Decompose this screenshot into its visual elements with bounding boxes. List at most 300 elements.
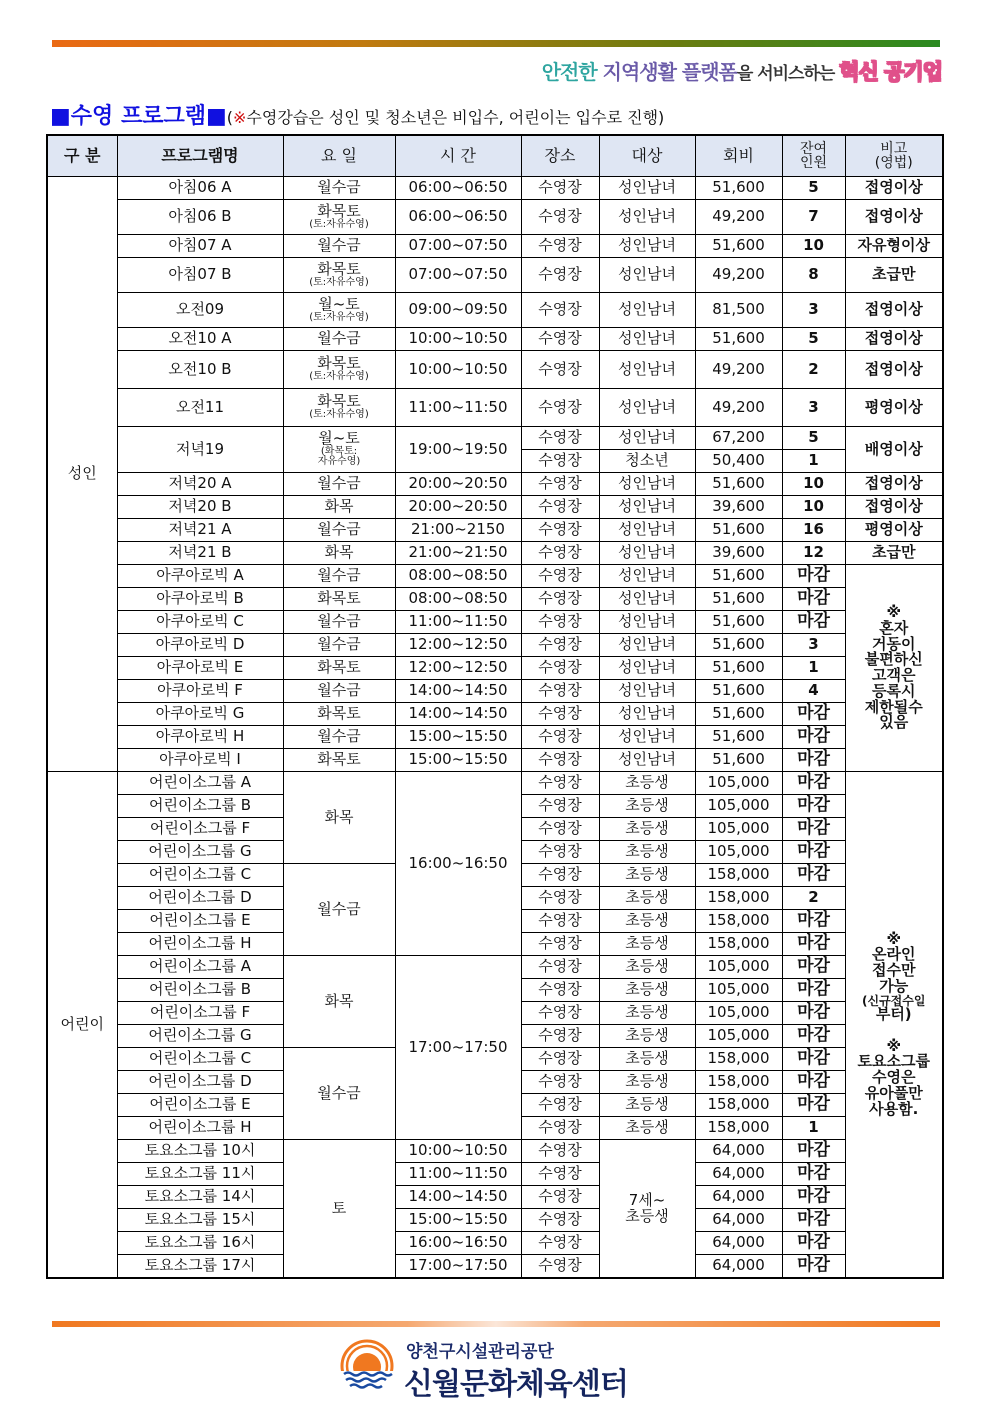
target: 초등생 <box>599 795 695 818</box>
place: 수영장 <box>521 657 599 680</box>
program-name: 오전09 <box>117 293 283 328</box>
days-sub: (화목토: <box>320 445 358 457</box>
table-row <box>47 680 943 703</box>
place: 수영장 <box>521 1163 599 1186</box>
time: 10:00~10:50 <box>395 1140 521 1163</box>
program-name: 아침07 B <box>117 258 283 293</box>
table-row <box>47 328 943 351</box>
col-remaining-l1: 잔여 <box>799 141 828 157</box>
fee: 105,000 <box>695 841 782 864</box>
time: 08:00~08:50 <box>395 565 521 588</box>
program-name: 어린이소그룹 B <box>117 979 283 1002</box>
time: 11:00~11:50 <box>395 1163 521 1186</box>
target: 청소년 <box>599 450 695 473</box>
days-main: 화목토 <box>317 392 361 411</box>
fee: 64,000 <box>695 1255 782 1279</box>
target: 성인남녀 <box>599 293 695 328</box>
days: 화목토 <box>283 657 395 680</box>
days: 화목 <box>283 772 395 864</box>
program-name: 어린이소그룹 D <box>117 887 283 910</box>
note-line: 사용함. <box>869 1099 919 1118</box>
fee: 158,000 <box>695 864 782 887</box>
stroke-note: 접영이상 <box>845 177 943 200</box>
fee: 49,200 <box>695 351 782 389</box>
place: 수영장 <box>521 749 599 772</box>
days-sub: (토:자유수영) <box>309 311 369 323</box>
target: 성인남녀 <box>599 427 695 450</box>
fee: 51,600 <box>695 703 782 726</box>
days: 월수금 <box>283 565 395 588</box>
remaining-count: 4 <box>782 680 845 703</box>
place: 수영장 <box>521 910 599 933</box>
days <box>283 200 395 235</box>
place: 수영장 <box>521 1186 599 1209</box>
paren: ( <box>226 108 233 127</box>
stroke-note: 접영이상 <box>845 328 943 351</box>
fee: 51,600 <box>695 519 782 542</box>
fee: 50,400 <box>695 450 782 473</box>
target: 성인남녀 <box>599 258 695 293</box>
place: 수영장 <box>521 351 599 389</box>
place: 수영장 <box>521 1048 599 1071</box>
target <box>599 1140 695 1279</box>
program-name: 저녁21 B <box>117 542 283 565</box>
days: 화목 <box>283 956 395 1048</box>
fee: 39,600 <box>695 542 782 565</box>
days: 화목토 <box>283 703 395 726</box>
fee: 51,600 <box>695 611 782 634</box>
table-row <box>47 389 943 427</box>
days <box>283 293 395 328</box>
place: 수영장 <box>521 1140 599 1163</box>
table-row <box>47 611 943 634</box>
place: 수영장 <box>521 887 599 910</box>
slogan <box>542 56 942 84</box>
col-note <box>845 135 943 177</box>
time: 12:00~12:50 <box>395 657 521 680</box>
time: 20:00~20:50 <box>395 496 521 519</box>
time: 11:00~11:50 <box>395 389 521 427</box>
col-target: 대상 <box>599 135 695 177</box>
place: 수영장 <box>521 611 599 634</box>
place: 수영장 <box>521 1255 599 1279</box>
section-note <box>227 108 665 127</box>
fee: 105,000 <box>695 1025 782 1048</box>
target: 성인남녀 <box>599 611 695 634</box>
place: 수영장 <box>521 956 599 979</box>
program-name: 아쿠아로빅 I <box>117 749 283 772</box>
table-row <box>47 1163 943 1186</box>
time: 12:00~12:50 <box>395 634 521 657</box>
remaining-count: 마감 <box>782 1002 845 1025</box>
place: 수영장 <box>521 293 599 328</box>
section-note-text: 수영강습은 성인 및 청소년은 비입수, 어린이는 입수로 진행) <box>246 108 665 127</box>
fee: 105,000 <box>695 979 782 1002</box>
target: 성인남녀 <box>599 542 695 565</box>
program-name: 어린이소그룹 A <box>117 772 283 795</box>
days <box>283 177 395 200</box>
days <box>283 389 395 427</box>
table-row <box>47 1255 943 1279</box>
days: 화목토 <box>283 588 395 611</box>
place: 수영장 <box>521 772 599 795</box>
fee: 158,000 <box>695 1094 782 1117</box>
target: 성인남녀 <box>599 328 695 351</box>
table-row <box>47 749 943 772</box>
time: 14:00~14:50 <box>395 703 521 726</box>
remaining-count: 마감 <box>782 1186 845 1209</box>
time: 07:00~07:50 <box>395 258 521 293</box>
fee: 39,600 <box>695 496 782 519</box>
days-main: 화목토 <box>317 259 361 278</box>
target: 성인남녀 <box>599 235 695 258</box>
table-row <box>47 1186 943 1209</box>
remaining-count: 마감 <box>782 703 845 726</box>
stroke-note: 평영이상 <box>845 389 943 427</box>
remaining-count: 마감 <box>782 1232 845 1255</box>
days-main: 월수금 <box>317 178 361 197</box>
table-row <box>47 634 943 657</box>
program-name: 저녁19 <box>117 427 283 473</box>
target: 성인남녀 <box>599 351 695 389</box>
place: 수영장 <box>521 427 599 450</box>
note-line: 고객은 <box>872 666 916 684</box>
target: 초등생 <box>599 1002 695 1025</box>
remaining-count: 마감 <box>782 1163 845 1186</box>
days: 월수금 <box>283 473 395 496</box>
stroke-note: 초급만 <box>845 542 943 565</box>
time: 14:00~14:50 <box>395 1186 521 1209</box>
days: 화목 <box>283 542 395 565</box>
days: 월수금 <box>283 1048 395 1140</box>
time: 21:00~21:50 <box>395 542 521 565</box>
table-row <box>47 519 943 542</box>
fee: 49,200 <box>695 389 782 427</box>
fee: 105,000 <box>695 1002 782 1025</box>
remaining-count: 10 <box>782 473 845 496</box>
target: 초등생 <box>599 1071 695 1094</box>
fee: 105,000 <box>695 956 782 979</box>
col-remaining-l2: 인원 <box>799 155 828 171</box>
remaining-count: 마감 <box>782 749 845 772</box>
footer-logo <box>340 1337 660 1402</box>
note-line: 등록시 <box>872 681 916 700</box>
target: 성인남녀 <box>599 749 695 772</box>
target: 성인남녀 <box>599 519 695 542</box>
program-name: 토요소그룹 11시 <box>117 1163 283 1186</box>
fee: 51,600 <box>695 328 782 351</box>
program-name: 아침06 B <box>117 200 283 235</box>
program-name: 저녁20 B <box>117 496 283 519</box>
remaining-count: 3 <box>782 293 845 328</box>
col-time: 시 간 <box>395 135 521 177</box>
time: 14:00~14:50 <box>395 680 521 703</box>
days-sub: (토:자유수영) <box>309 218 369 230</box>
center-name: 신월문화체육센터 <box>404 1367 628 1402</box>
days-main: 월수금 <box>317 236 361 255</box>
target: 초등생 <box>599 910 695 933</box>
time: 16:00~16:50 <box>395 772 521 956</box>
days <box>283 351 395 389</box>
fee: 51,600 <box>695 634 782 657</box>
note-line: ※ <box>886 1036 902 1055</box>
reference-mark-icon: ※ <box>233 108 247 127</box>
days: 월수금 <box>283 519 395 542</box>
place: 수영장 <box>521 519 599 542</box>
time: 11:00~11:50 <box>395 611 521 634</box>
slogan-part: 안전한 <box>541 60 597 84</box>
program-name: 저녁20 A <box>117 473 283 496</box>
program-name: 아쿠아로빅 H <box>117 726 283 749</box>
program-name: 어린이소그룹 E <box>117 910 283 933</box>
slogan-part: 을 서비스하는 <box>736 64 840 84</box>
fee: 51,600 <box>695 235 782 258</box>
place: 수영장 <box>521 726 599 749</box>
place: 수영장 <box>521 389 599 427</box>
note-line: 온라인 <box>872 945 916 964</box>
remaining-count: 7 <box>782 200 845 235</box>
stroke-note: 접영이상 <box>845 200 943 235</box>
days: 토 <box>283 1140 395 1279</box>
target: 초등생 <box>599 933 695 956</box>
place: 수영장 <box>521 979 599 1002</box>
sun-wave-emblem-icon <box>340 1339 394 1393</box>
program-name: 오전11 <box>117 389 283 427</box>
days-sub: 자유수영) <box>317 456 361 468</box>
days-main: 월~토 <box>318 429 360 448</box>
days-sub: (토:자유수영) <box>309 409 369 421</box>
fee: 158,000 <box>695 887 782 910</box>
days-main: 화목토 <box>317 201 361 220</box>
remaining-count: 16 <box>782 519 845 542</box>
program-name: 아쿠아로빅 A <box>117 565 283 588</box>
target: 성인남녀 <box>599 200 695 235</box>
target: 초등생 <box>599 1117 695 1140</box>
target: 성인남녀 <box>599 657 695 680</box>
fee: 105,000 <box>695 795 782 818</box>
place: 수영장 <box>521 1209 599 1232</box>
program-name: 어린이소그룹 C <box>117 1048 283 1071</box>
remaining-count: 마감 <box>782 611 845 634</box>
remaining-count: 마감 <box>782 1094 845 1117</box>
remaining-count: 1 <box>782 1117 845 1140</box>
note-line: 수영은 <box>872 1068 916 1087</box>
place: 수영장 <box>521 565 599 588</box>
target: 초등생 <box>599 1094 695 1117</box>
program-name: 아침06 A <box>117 177 283 200</box>
table-row <box>47 200 943 235</box>
time: 15:00~15:50 <box>395 1209 521 1232</box>
fee: 49,200 <box>695 200 782 235</box>
remaining-count: 10 <box>782 496 845 519</box>
time: 17:00~17:50 <box>395 1255 521 1279</box>
place: 수영장 <box>521 841 599 864</box>
table-row <box>47 542 943 565</box>
swim-schedule-table <box>46 134 944 1279</box>
remaining-count: 8 <box>782 258 845 293</box>
fee: 158,000 <box>695 933 782 956</box>
remaining-count: 1 <box>782 450 845 473</box>
header-row <box>47 135 943 177</box>
target: 초등생 <box>599 887 695 910</box>
target: 성인남녀 <box>599 726 695 749</box>
remaining-count: 2 <box>782 351 845 389</box>
fee: 51,600 <box>695 726 782 749</box>
stroke-note: 접영이상 <box>845 293 943 328</box>
program-name: 토요소그룹 14시 <box>117 1186 283 1209</box>
fee: 105,000 <box>695 818 782 841</box>
table-row <box>47 956 943 979</box>
remaining-count: 마감 <box>782 1209 845 1232</box>
remaining-count: 마감 <box>782 841 845 864</box>
place: 수영장 <box>521 200 599 235</box>
place: 수영장 <box>521 588 599 611</box>
place: 수영장 <box>521 542 599 565</box>
target: 초등생 <box>599 772 695 795</box>
place: 수영장 <box>521 795 599 818</box>
remaining-count: 마감 <box>782 588 845 611</box>
fee: 81,500 <box>695 293 782 328</box>
days <box>283 235 395 258</box>
place: 수영장 <box>521 258 599 293</box>
time: 09:00~09:50 <box>395 293 521 328</box>
target-line: 초등생 <box>625 1206 669 1225</box>
section-title <box>50 99 664 130</box>
col-note-l1: 비고 <box>880 141 908 157</box>
fee: 51,600 <box>695 680 782 703</box>
remaining-count: 마감 <box>782 1255 845 1279</box>
days: 월수금 <box>283 634 395 657</box>
place: 수영장 <box>521 177 599 200</box>
time: 20:00~20:50 <box>395 473 521 496</box>
program-name: 어린이소그룹 H <box>117 1117 283 1140</box>
fee: 158,000 <box>695 910 782 933</box>
fee: 158,000 <box>695 1071 782 1094</box>
bottom-gradient-bar <box>52 1321 940 1327</box>
place: 수영장 <box>521 703 599 726</box>
target: 초등생 <box>599 841 695 864</box>
table-row <box>47 351 943 389</box>
place: 수영장 <box>521 1071 599 1094</box>
remaining-count: 마감 <box>782 565 845 588</box>
table-row <box>47 772 943 795</box>
days-main: 월~토 <box>318 294 360 313</box>
days-main: 화목토 <box>317 354 361 373</box>
fee: 64,000 <box>695 1140 782 1163</box>
note-line: 접수만 <box>872 961 916 980</box>
col-place: 장소 <box>521 135 599 177</box>
aquarobic-note <box>845 565 943 772</box>
stroke-note: 접영이상 <box>845 496 943 519</box>
fee: 64,000 <box>695 1232 782 1255</box>
target: 성인남녀 <box>599 680 695 703</box>
time: 15:00~15:50 <box>395 726 521 749</box>
fee: 158,000 <box>695 1117 782 1140</box>
place: 수영장 <box>521 1025 599 1048</box>
time: 19:00~19:50 <box>395 427 521 473</box>
stroke-note: 평영이상 <box>845 519 943 542</box>
place: 수영장 <box>521 1094 599 1117</box>
program-name: 토요소그룹 16시 <box>117 1232 283 1255</box>
time: 06:00~06:50 <box>395 200 521 235</box>
note-line: 혼자 <box>879 618 909 637</box>
fee: 51,600 <box>695 749 782 772</box>
top-gradient-bar <box>52 40 940 47</box>
target: 성인남녀 <box>599 496 695 519</box>
table-row <box>47 235 943 258</box>
program-name: 토요소그룹 17시 <box>117 1255 283 1279</box>
remaining-count: 마감 <box>782 933 845 956</box>
program-name: 오전10 B <box>117 351 283 389</box>
days: 월수금 <box>283 726 395 749</box>
fee: 51,600 <box>695 657 782 680</box>
days: 월수금 <box>283 611 395 634</box>
time: 17:00~17:50 <box>395 956 521 1140</box>
col-remaining <box>782 135 845 177</box>
remaining-count: 마감 <box>782 979 845 1002</box>
table-row <box>47 726 943 749</box>
remaining-count: 마감 <box>782 772 845 795</box>
note-line: (신규접수일 <box>862 993 926 1008</box>
days: 월수금 <box>283 680 395 703</box>
target: 성인남녀 <box>599 177 695 200</box>
target-line: 7세~ <box>628 1190 666 1209</box>
program-name: 아쿠아로빅 E <box>117 657 283 680</box>
note-line: 제한될수 <box>864 697 923 716</box>
child-note <box>845 772 943 1279</box>
target: 성인남녀 <box>599 389 695 427</box>
program-name: 토요소그룹 10시 <box>117 1140 283 1163</box>
time: 21:00~2150 <box>395 519 521 542</box>
stroke-note: 배영이상 <box>845 427 943 473</box>
program-name: 어린이소그룹 C <box>117 864 283 887</box>
time: 15:00~15:50 <box>395 749 521 772</box>
remaining-count: 5 <box>782 427 845 450</box>
table-row <box>47 657 943 680</box>
program-name: 아쿠아로빅 D <box>117 634 283 657</box>
remaining-count: 3 <box>782 389 845 427</box>
note-line: 불편하신 <box>864 650 923 669</box>
program-name: 어린이소그룹 D <box>117 1071 283 1094</box>
remaining-count: 마감 <box>782 910 845 933</box>
stroke-note: 접영이상 <box>845 473 943 496</box>
target: 초등생 <box>599 979 695 1002</box>
days-sub: (토:자유수영) <box>309 276 369 288</box>
remaining-count: 1 <box>782 657 845 680</box>
program-name: 아쿠아로빅 C <box>117 611 283 634</box>
stroke-note: 자유형이상 <box>845 235 943 258</box>
col-days: 요 일 <box>283 135 395 177</box>
table-row <box>47 427 943 450</box>
days-sub: (토:자유수영) <box>309 371 369 383</box>
table-row <box>47 177 943 200</box>
time: 08:00~08:50 <box>395 588 521 611</box>
col-fee: 회비 <box>695 135 782 177</box>
category-adult: 성인 <box>47 177 117 772</box>
note-line: 토요소그룹 <box>857 1052 930 1071</box>
fee: 105,000 <box>695 772 782 795</box>
place: 수영장 <box>521 496 599 519</box>
program-name: 어린이소그룹 G <box>117 1025 283 1048</box>
col-category: 구 분 <box>47 135 117 177</box>
program-name: 어린이소그룹 A <box>117 956 283 979</box>
table-row <box>47 293 943 328</box>
time: 10:00~10:50 <box>395 328 521 351</box>
target: 초등생 <box>599 818 695 841</box>
note-line: ※ <box>886 929 902 948</box>
program-name: 아쿠아로빅 G <box>117 703 283 726</box>
place: 수영장 <box>521 1002 599 1025</box>
